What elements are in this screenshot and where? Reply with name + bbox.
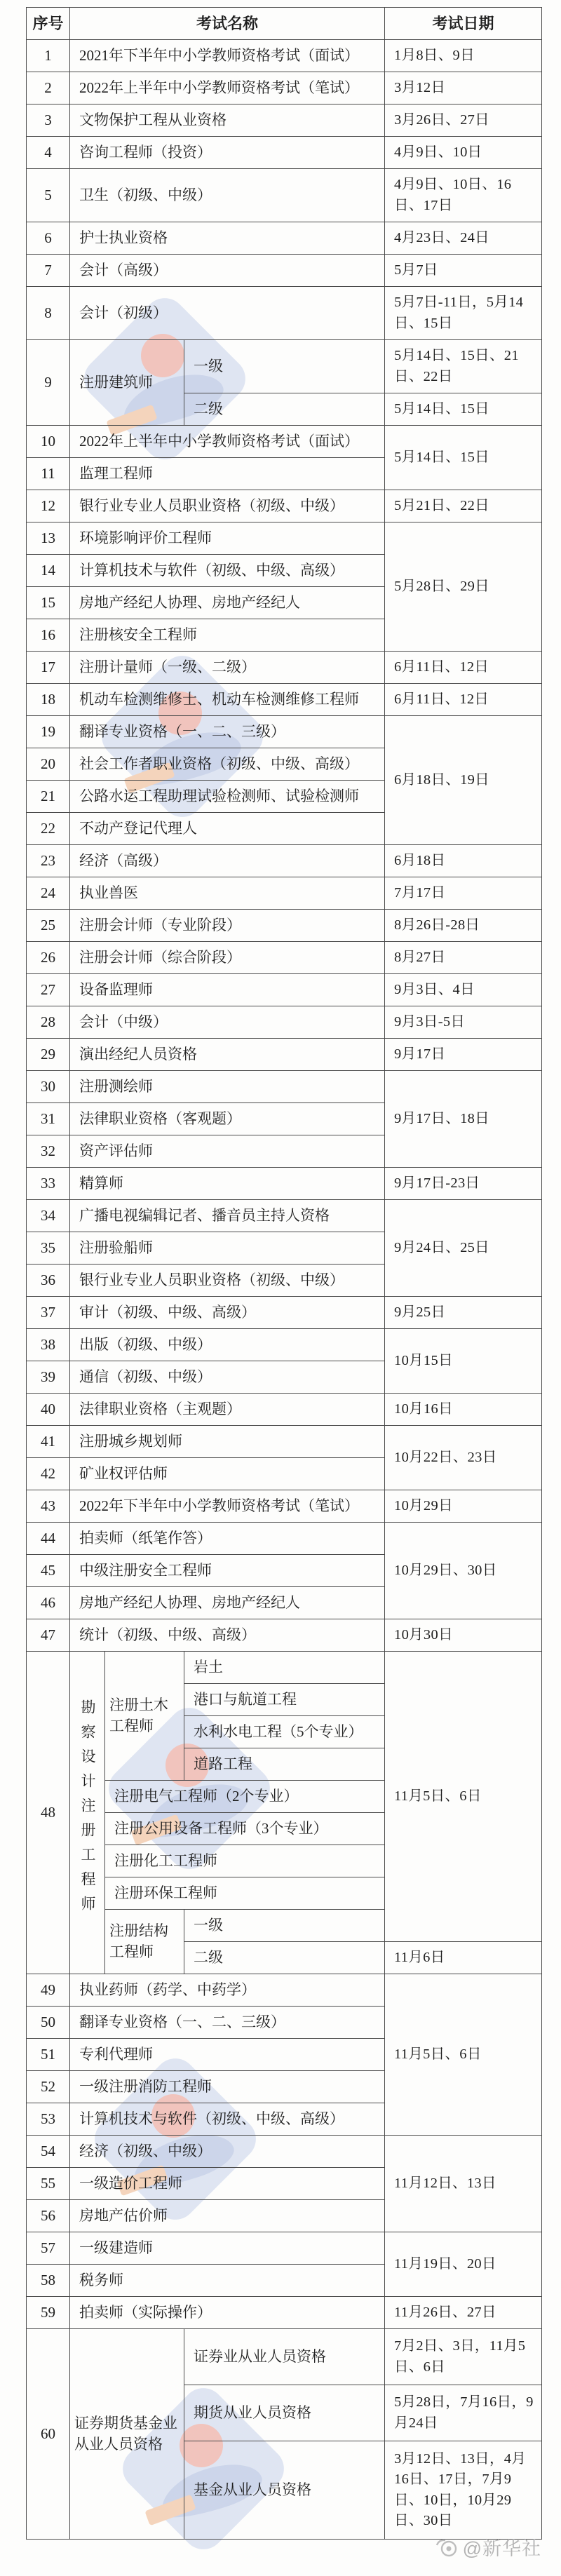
exam-name-cell: 计算机技术与软件（初级、中级、高级） (70, 555, 385, 587)
exam-schedule-table (26, 7, 542, 2540)
table-row (27, 287, 542, 340)
table-row (27, 1490, 542, 1523)
serial-cell: 57 (27, 2232, 70, 2265)
exam-name-cell: 护士执业资格 (70, 222, 385, 255)
serial-cell: 28 (27, 1006, 70, 1039)
serial-cell: 32 (27, 1135, 70, 1168)
serial-cell: 4 (27, 137, 70, 169)
sub-level-cell: 一级 (184, 340, 385, 393)
exam-date-cell: 11月19日、20日 (385, 2232, 542, 2297)
serial-cell: 50 (27, 2007, 70, 2039)
serial-cell: 1 (27, 40, 70, 72)
serial-cell: 59 (27, 2297, 70, 2329)
exam-date-cell: 11月5日、6日 (385, 1974, 542, 2136)
exam-date-cell: 4月23日、24日 (385, 222, 542, 255)
exam-name-cell: 拍卖师（纸笔作答） (70, 1523, 385, 1555)
table-row (27, 1071, 542, 1103)
exam-name-cell: 公路水运工程助理试验检测师、试验检测师 (70, 781, 385, 813)
exam-date-cell: 4月9日、10日、16日、17日 (385, 169, 542, 222)
exam-name-cell: 通信（初级、中级） (70, 1361, 385, 1394)
serial-cell: 23 (27, 845, 70, 877)
sub-name-cell: 道路工程 (184, 1748, 385, 1781)
exam-name-cell: 注册城乡规划师 (70, 1426, 385, 1458)
exam-name-cell: 注册验船师 (70, 1232, 385, 1265)
table-row (27, 1652, 542, 1684)
exam-name-cell: 法律职业资格（客观题） (70, 1103, 385, 1135)
serial-cell: 12 (27, 490, 70, 522)
table-row (27, 652, 542, 684)
exam-name-cell: 会计（中级） (70, 1006, 385, 1039)
header-row (27, 8, 542, 40)
exam-name-cell: 计算机技术与软件（初级、中级、高级） (70, 2103, 385, 2136)
exam-name-cell: 税务师 (70, 2265, 385, 2297)
exam-name-cell: 注册计量师（一级、二级） (70, 652, 385, 684)
serial-cell: 14 (27, 555, 70, 587)
exam-name-cell: 法律职业资格（主观题） (70, 1394, 385, 1426)
exam-date-cell: 10月22日、23日 (385, 1426, 542, 1490)
serial-cell: 44 (27, 1523, 70, 1555)
exam-date-cell: 8月26日-28日 (385, 910, 542, 942)
exam-date-cell: 11月5日、6日 (385, 1652, 542, 1942)
exam-date-cell: 5月14日、15日 (385, 393, 542, 426)
table-row (27, 1619, 542, 1652)
serial-cell: 6 (27, 222, 70, 255)
table-row (27, 169, 542, 222)
serial-cell: 16 (27, 619, 70, 652)
group-cell: 证券期货基金业从业人员资格 (70, 2329, 184, 2540)
serial-cell: 31 (27, 1103, 70, 1135)
exam-date-cell: 10月29日 (385, 1490, 542, 1523)
serial-cell: 29 (27, 1039, 70, 1071)
exam-name-cell: 环境影响评价工程师 (70, 522, 385, 555)
table-row (27, 72, 542, 104)
exam-date-cell: 10月30日 (385, 1619, 542, 1652)
serial-cell: 46 (27, 1587, 70, 1619)
sub-level-cell: 二级 (184, 393, 385, 426)
exam-name-cell: 文物保护工程从业资格 (70, 104, 385, 137)
exam-name-cell: 银行业专业人员职业资格（初级、中级） (70, 490, 385, 522)
table-row (27, 2329, 542, 2385)
exam-date-cell: 5月14日、15日 (385, 426, 542, 490)
table-row (27, 1006, 542, 1039)
table-row (27, 1329, 542, 1361)
exam-name-cell: 翻译专业资格（一、二、三级） (70, 2007, 385, 2039)
exam-name-cell: 会计（高级） (70, 255, 385, 287)
exam-name-cell: 专利代理师 (70, 2039, 385, 2071)
header-cell-date: 考试日期 (385, 8, 542, 40)
sub-name-cell: 注册公用设备工程师（3个专业） (105, 1813, 385, 1845)
table-row (27, 716, 542, 748)
table-row (27, 522, 542, 555)
exam-name-cell: 注册会计师（专业阶段） (70, 910, 385, 942)
table-row (27, 910, 542, 942)
exam-name-cell: 2022年上半年中小学教师资格考试（面试） (70, 426, 385, 458)
table-row (27, 942, 542, 974)
table-row (27, 1974, 542, 2007)
serial-cell: 56 (27, 2200, 70, 2232)
sub-group-cell: 注册土木工程师 (105, 1652, 184, 1781)
exam-name-cell: 精算师 (70, 1168, 385, 1200)
exam-date-cell: 6月18日 (385, 845, 542, 877)
sub-level-cell: 一级 (184, 1910, 385, 1942)
exam-name-cell: 拍卖师（实际操作） (70, 2297, 385, 2329)
weibo-camera-icon (435, 2537, 459, 2558)
exam-name-cell: 社会工作者职业资格（初级、中级、高级） (70, 748, 385, 781)
serial-cell: 24 (27, 877, 70, 910)
sub-group-cell: 注册结构工程师 (105, 1910, 184, 1974)
serial-cell: 49 (27, 1974, 70, 2007)
exam-name-cell: 执业药师（药学、中药学） (70, 1974, 385, 2007)
serial-cell: 41 (27, 1426, 70, 1458)
exam-date-cell: 1月8日、9日 (385, 40, 542, 72)
table-row (27, 877, 542, 910)
table-row (27, 1200, 542, 1232)
exam-date-cell: 11月6日 (385, 1942, 542, 1974)
exam-name-cell: 2022年下半年中小学教师资格考试（笔试） (70, 1490, 385, 1523)
serial-cell: 43 (27, 1490, 70, 1523)
table-row (27, 137, 542, 169)
serial-cell: 60 (27, 2329, 70, 2540)
exam-name-cell: 执业兽医 (70, 877, 385, 910)
serial-cell: 11 (27, 458, 70, 490)
table-row (27, 1297, 542, 1329)
serial-cell: 22 (27, 813, 70, 845)
exam-date-cell: 5月28日、29日 (385, 522, 542, 652)
exam-date-cell: 9月17日 (385, 1039, 542, 1071)
exam-date-cell: 5月28日，7月16日，9月24日 (385, 2385, 542, 2441)
serial-cell: 38 (27, 1329, 70, 1361)
exam-date-cell: 6月18日、19日 (385, 716, 542, 845)
sub-name-cell: 港口与航道工程 (184, 1684, 385, 1716)
table-row (27, 2232, 542, 2265)
exam-date-cell: 5月14日、15日、21日、22日 (385, 340, 542, 393)
table-row (27, 222, 542, 255)
header-cell-name: 考试名称 (70, 8, 385, 40)
exam-date-cell: 7月2日、3日，11月5日、6日 (385, 2329, 542, 2385)
sub-name-cell: 基金从业人员资格 (184, 2441, 385, 2540)
serial-cell: 33 (27, 1168, 70, 1200)
exam-date-cell: 9月3日、4日 (385, 974, 542, 1006)
exam-date-cell: 5月21日、22日 (385, 490, 542, 522)
exam-name-cell: 设备监理师 (70, 974, 385, 1006)
serial-cell: 48 (27, 1652, 70, 1974)
sub-level-cell: 二级 (184, 1942, 385, 1974)
serial-cell: 5 (27, 169, 70, 222)
serial-cell: 27 (27, 974, 70, 1006)
header-cell-no: 序号 (27, 8, 70, 40)
table-row (27, 845, 542, 877)
table-row (27, 974, 542, 1006)
table-row (27, 1168, 542, 1200)
exam-name-cell: 中级注册安全工程师 (70, 1555, 385, 1587)
table-row (27, 490, 542, 522)
credit-text: @新华社 (462, 2538, 541, 2559)
serial-cell: 20 (27, 748, 70, 781)
exam-name-cell: 不动产登记代理人 (70, 813, 385, 845)
serial-cell: 21 (27, 781, 70, 813)
serial-cell: 3 (27, 104, 70, 137)
group-label: 勘察设计注册工程师 (79, 1699, 96, 1920)
sub-name-cell: 水利水电工程（5个专业） (184, 1716, 385, 1748)
sub-name-cell: 期货从业人员资格 (184, 2385, 385, 2441)
exam-date-cell: 5月7日 (385, 255, 542, 287)
exam-date-cell: 4月9日、10日 (385, 137, 542, 169)
exam-date-cell: 11月12日、13日 (385, 2136, 542, 2232)
exam-name-cell: 卫生（初级、中级） (70, 169, 385, 222)
table-row (27, 104, 542, 137)
serial-cell: 51 (27, 2039, 70, 2071)
table-row (27, 1523, 542, 1555)
exam-name-cell: 资产评估师 (70, 1135, 385, 1168)
credit-watermark (435, 2533, 541, 2561)
exam-name-cell: 一级注册消防工程师 (70, 2071, 385, 2103)
exam-date-cell: 9月25日 (385, 1297, 542, 1329)
exam-name-cell: 房地产估价师 (70, 2200, 385, 2232)
exam-date-cell: 3月12日、13日，4月16日、17日，7月9日、10日，10月29日、30日 (385, 2441, 542, 2540)
sub-name-cell: 注册电气工程师（2个专业） (105, 1781, 385, 1813)
exam-name-cell: 统计（初级、中级、高级） (70, 1619, 385, 1652)
exam-name-cell: 银行业专业人员职业资格（初级、中级） (70, 1265, 385, 1297)
exam-name-cell: 咨询工程师（投资） (70, 137, 385, 169)
table-row (27, 1039, 542, 1071)
exam-date-cell: 11月26日、27日 (385, 2297, 542, 2329)
serial-cell: 8 (27, 287, 70, 340)
serial-cell: 35 (27, 1232, 70, 1265)
exam-date-cell: 10月16日 (385, 1394, 542, 1426)
serial-cell: 10 (27, 426, 70, 458)
serial-cell: 18 (27, 684, 70, 716)
table-row (27, 2136, 542, 2168)
exam-date-cell: 10月15日 (385, 1329, 542, 1394)
exam-date-cell: 9月24日、25日 (385, 1200, 542, 1297)
serial-cell: 26 (27, 942, 70, 974)
serial-cell: 25 (27, 910, 70, 942)
exam-name-cell: 演出经纪人员资格 (70, 1039, 385, 1071)
exam-name-cell: 监理工程师 (70, 458, 385, 490)
exam-date-cell: 9月17日、18日 (385, 1071, 542, 1168)
exam-name-cell: 注册会计师（综合阶段） (70, 942, 385, 974)
serial-cell: 34 (27, 1200, 70, 1232)
serial-cell: 39 (27, 1361, 70, 1394)
table-row (27, 1426, 542, 1458)
table-row (27, 1394, 542, 1426)
serial-cell: 52 (27, 2071, 70, 2103)
serial-cell: 2 (27, 72, 70, 104)
exam-name-cell: 经济（高级） (70, 845, 385, 877)
serial-cell: 36 (27, 1265, 70, 1297)
exam-name-cell: 2021年下半年中小学教师资格考试（面试） (70, 40, 385, 72)
table-row (27, 684, 542, 716)
exam-name-cell: 房地产经纪人协理、房地产经纪人 (70, 587, 385, 619)
exam-name-cell: 矿业权评估师 (70, 1458, 385, 1490)
serial-cell: 7 (27, 255, 70, 287)
exam-date-cell: 9月3日-5日 (385, 1006, 542, 1039)
serial-cell: 30 (27, 1071, 70, 1103)
table-row (27, 40, 542, 72)
exam-date-cell: 5月7日-11日，5月14日、15日 (385, 287, 542, 340)
table-row (27, 426, 542, 458)
exam-name-cell: 机动车检测维修士、机动车检测维修工程师 (70, 684, 385, 716)
exam-name-cell: 翻译专业资格（一、二、三级） (70, 716, 385, 748)
serial-cell: 9 (27, 340, 70, 426)
exam-date-cell: 6月11日、12日 (385, 684, 542, 716)
exam-name-cell: 一级建造师 (70, 2232, 385, 2265)
sub-name-cell: 岩土 (184, 1652, 385, 1684)
exam-name-cell: 注册建筑师 (70, 340, 184, 426)
serial-cell: 37 (27, 1297, 70, 1329)
exam-date-cell: 8月27日 (385, 942, 542, 974)
sub-name-cell: 证券业从业人员资格 (184, 2329, 385, 2385)
exam-date-cell: 6月11日、12日 (385, 652, 542, 684)
exam-name-cell: 会计（初级） (70, 287, 385, 340)
serial-cell: 19 (27, 716, 70, 748)
exam-date-cell: 3月26日、27日 (385, 104, 542, 137)
exam-name-cell: 注册核安全工程师 (70, 619, 385, 652)
exam-date-cell: 7月17日 (385, 877, 542, 910)
exam-date-cell: 10月29日、30日 (385, 1523, 542, 1619)
serial-cell: 54 (27, 2136, 70, 2168)
group-cell-vertical (70, 1652, 105, 1974)
serial-cell: 15 (27, 587, 70, 619)
serial-cell: 55 (27, 2168, 70, 2200)
serial-cell: 40 (27, 1394, 70, 1426)
table-row (27, 340, 542, 393)
sub-name-cell: 注册化工工程师 (105, 1845, 385, 1877)
serial-cell: 42 (27, 1458, 70, 1490)
exam-name-cell: 一级造价工程师 (70, 2168, 385, 2200)
serial-cell: 53 (27, 2103, 70, 2136)
sub-name-cell: 注册环保工程师 (105, 1877, 385, 1910)
exam-name-cell: 注册测绘师 (70, 1071, 385, 1103)
exam-name-cell: 广播电视编辑记者、播音员主持人资格 (70, 1200, 385, 1232)
exam-date-cell: 9月17日-23日 (385, 1168, 542, 1200)
table-row (27, 255, 542, 287)
serial-cell: 17 (27, 652, 70, 684)
exam-date-cell: 3月12日 (385, 72, 542, 104)
exam-name-cell: 审计（初级、中级、高级） (70, 1297, 385, 1329)
exam-name-cell: 2022年上半年中小学教师资格考试（笔试） (70, 72, 385, 104)
serial-cell: 45 (27, 1555, 70, 1587)
serial-cell: 58 (27, 2265, 70, 2297)
exam-name-cell: 房地产经纪人协理、房地产经纪人 (70, 1587, 385, 1619)
serial-cell: 47 (27, 1619, 70, 1652)
exam-name-cell: 出版（初级、中级） (70, 1329, 385, 1361)
table-row (27, 2297, 542, 2329)
serial-cell: 13 (27, 522, 70, 555)
exam-name-cell: 经济（初级、中级） (70, 2136, 385, 2168)
